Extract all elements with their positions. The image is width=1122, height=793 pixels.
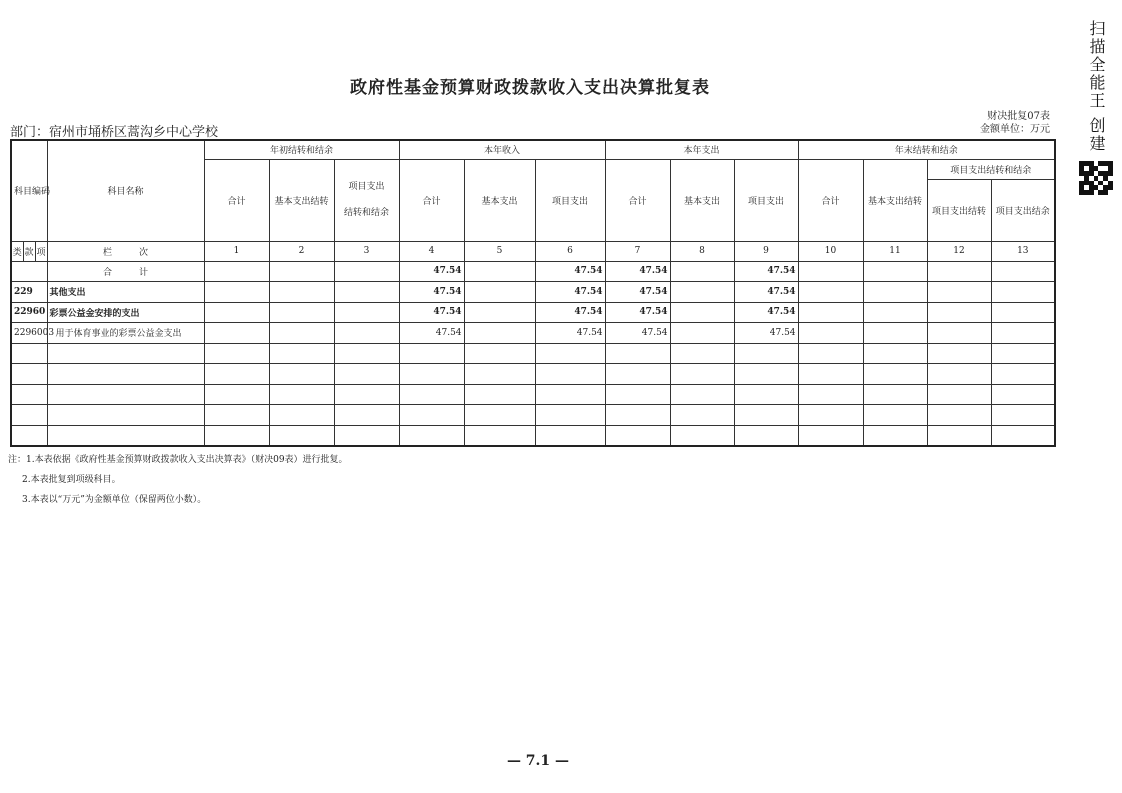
amount-cell: 47.54: [535, 261, 605, 282]
amount-cell: [670, 405, 734, 426]
table-row: [11, 405, 1055, 426]
amount-cell: [991, 323, 1055, 344]
col-no: 9: [734, 241, 798, 261]
amount-cell: [204, 343, 269, 364]
amount-cell: [863, 384, 927, 405]
subject-name-cell: 用于体育事业的彩票公益金支出: [47, 323, 204, 344]
income-project-header: 项目支出: [535, 159, 605, 241]
col-no: 7: [605, 241, 670, 261]
amount-cell: [670, 384, 734, 405]
amount-cell: 47.54: [399, 282, 464, 303]
subject-code-cell: 229: [11, 282, 47, 303]
amount-cell: [927, 405, 991, 426]
amount-cell: [798, 343, 863, 364]
amount-cell: [399, 405, 464, 426]
end-total-header: 合计: [798, 159, 863, 241]
amount-cell: [863, 282, 927, 303]
amount-cell: [269, 323, 334, 344]
amount-cell: [927, 302, 991, 323]
income-total-header: 合计: [399, 159, 464, 241]
amount-cell: [734, 343, 798, 364]
qr-code-icon: [1079, 161, 1113, 195]
subject-code-cell: [11, 384, 47, 405]
department-label: 部门：宿州市埇桥区蒿沟乡中心学校: [10, 125, 219, 140]
end-project-carry-header: 项目支出结转: [927, 179, 991, 241]
expense-header: 本年支出: [605, 140, 798, 159]
amount-cell: [798, 425, 863, 446]
kuan-label: 款: [23, 241, 35, 261]
amount-cell: [399, 384, 464, 405]
amount-cell: 47.54: [734, 302, 798, 323]
amount-cell: 47.54: [605, 261, 670, 282]
begin-project-header: [334, 159, 399, 241]
subject-code-cell: [11, 261, 47, 282]
col-no: 2: [269, 241, 334, 261]
amount-cell: 47.54: [734, 323, 798, 344]
amount-cell: [863, 405, 927, 426]
amount-cell: [269, 384, 334, 405]
amount-cell: [605, 384, 670, 405]
xiang-label: 项: [35, 241, 47, 261]
table-row: [11, 425, 1055, 446]
amount-cell: [991, 364, 1055, 385]
amount-cell: [927, 323, 991, 344]
amount-cell: [464, 302, 535, 323]
amount-cell: [334, 261, 399, 282]
amount-cell: [670, 323, 734, 344]
subject-code-cell: [11, 425, 47, 446]
amount-cell: [269, 425, 334, 446]
budget-table: [10, 139, 1056, 447]
subject-code-cell: 22960: [11, 302, 47, 323]
amount-cell: [464, 405, 535, 426]
amount-cell: [863, 364, 927, 385]
amount-cell: [734, 384, 798, 405]
amount-cell: 47.54: [605, 282, 670, 303]
amount-cell: [464, 343, 535, 364]
amount-cell: [605, 343, 670, 364]
amount-cell: [991, 405, 1055, 426]
begin-project-header-l1: 项目支出: [348, 182, 385, 192]
amount-cell: [334, 302, 399, 323]
amount-cell: [535, 384, 605, 405]
amount-cell: [798, 323, 863, 344]
end-project-group-header: 项目支出结转和结余: [927, 159, 1055, 179]
amount-cell: [670, 261, 734, 282]
amount-unit: 金额单位：万元: [980, 124, 1050, 135]
amount-cell: 47.54: [535, 282, 605, 303]
begin-basic-header: 基本支出结转: [269, 159, 334, 241]
amount-cell: [204, 261, 269, 282]
amount-cell: [798, 261, 863, 282]
amount-cell: [399, 343, 464, 364]
amount-cell: [464, 425, 535, 446]
footnote: 2.本表批复到项级科目。: [22, 475, 121, 485]
end-project-surplus-header: 项目支出结余: [991, 179, 1055, 241]
col-no: 5: [464, 241, 535, 261]
amount-cell: [605, 364, 670, 385]
table-row: [11, 302, 1055, 323]
amount-cell: [334, 405, 399, 426]
amount-cell: [269, 282, 334, 303]
amount-cell: [670, 364, 734, 385]
amount-cell: [863, 302, 927, 323]
amount-cell: 47.54: [605, 323, 670, 344]
page-number: — 7.1 —: [506, 753, 570, 769]
col-no: 4: [399, 241, 464, 261]
amount-cell: [991, 302, 1055, 323]
amount-cell: [464, 282, 535, 303]
amount-cell: [863, 425, 927, 446]
subject-name-cell: [47, 405, 204, 426]
expense-project-header: 项目支出: [734, 159, 798, 241]
end-basic-header: 基本支出结转: [863, 159, 927, 241]
scanner-watermark: [1079, 20, 1113, 195]
subject-code-cell: [11, 405, 47, 426]
table-row: [11, 343, 1055, 364]
amount-cell: [927, 425, 991, 446]
subject-name-cell: 彩票公益金安排的支出: [47, 302, 204, 323]
amount-cell: 47.54: [734, 282, 798, 303]
amount-cell: [734, 405, 798, 426]
amount-cell: [798, 282, 863, 303]
col-no: 13: [991, 241, 1055, 261]
end-balance-header: 年末结转和结余: [798, 140, 1055, 159]
table-row: [11, 364, 1055, 385]
amount-cell: [334, 364, 399, 385]
amount-cell: [991, 343, 1055, 364]
income-basic-header: 基本支出: [464, 159, 535, 241]
subject-name-cell: 合 计: [47, 261, 204, 282]
amount-cell: [334, 323, 399, 344]
table-row: [11, 384, 1055, 405]
subject-name-cell: [47, 425, 204, 446]
amount-cell: [734, 425, 798, 446]
amount-cell: [991, 425, 1055, 446]
col-no: 11: [863, 241, 927, 261]
amount-cell: [334, 282, 399, 303]
amount-cell: [464, 323, 535, 344]
subject-code-cell: 2296003: [11, 323, 47, 344]
amount-cell: 47.54: [535, 302, 605, 323]
amount-cell: [269, 405, 334, 426]
amount-cell: 47.54: [399, 261, 464, 282]
amount-cell: [204, 302, 269, 323]
footnotes: [8, 450, 348, 510]
col-no: 10: [798, 241, 863, 261]
amount-cell: [535, 425, 605, 446]
amount-cell: [927, 384, 991, 405]
column-number-row: [11, 241, 1055, 261]
subject-code-cell: [11, 364, 47, 385]
col-no: 3: [334, 241, 399, 261]
amount-cell: [670, 282, 734, 303]
amount-cell: [334, 343, 399, 364]
amount-cell: [927, 261, 991, 282]
amount-cell: [535, 364, 605, 385]
amount-cell: [204, 405, 269, 426]
amount-cell: [798, 405, 863, 426]
amount-cell: [204, 282, 269, 303]
amount-cell: [798, 384, 863, 405]
amount-cell: [863, 323, 927, 344]
amount-cell: [464, 261, 535, 282]
subject-name-cell: [47, 343, 204, 364]
amount-cell: [464, 364, 535, 385]
amount-cell: [734, 364, 798, 385]
amount-cell: [535, 405, 605, 426]
expense-basic-header: 基本支出: [670, 159, 734, 241]
amount-cell: [204, 323, 269, 344]
amount-cell: [605, 425, 670, 446]
amount-cell: 47.54: [605, 302, 670, 323]
subject-code-header: 科目编码: [11, 140, 47, 241]
amount-cell: 47.54: [734, 261, 798, 282]
amount-cell: [927, 282, 991, 303]
subject-name-cell: [47, 364, 204, 385]
lei-label: 类: [11, 241, 23, 261]
table-body: [11, 261, 1055, 446]
amount-cell: [670, 425, 734, 446]
col-no: 1: [204, 241, 269, 261]
subject-name-header: 科目名称: [47, 140, 204, 241]
begin-project-header-l2: 结转和结余: [344, 208, 390, 218]
footnote: 注：1.本表依据《政府性基金预算财政拨款收入支出决算表》（财决09表）进行批复。: [8, 455, 348, 465]
table-row: [11, 282, 1055, 303]
amount-cell: [605, 405, 670, 426]
form-number: 财决批复07表: [987, 111, 1050, 122]
amount-cell: [269, 364, 334, 385]
amount-cell: [399, 364, 464, 385]
amount-cell: [204, 425, 269, 446]
table-row: [11, 261, 1055, 282]
amount-cell: 47.54: [535, 323, 605, 344]
amount-cell: [991, 384, 1055, 405]
amount-cell: [204, 384, 269, 405]
scanner-watermark-text: 扫描全能王 创建: [1087, 20, 1106, 154]
form-meta: [980, 110, 1050, 136]
subject-name-cell: 其他支出: [47, 282, 204, 303]
amount-cell: [535, 343, 605, 364]
table-row: [11, 323, 1055, 344]
amount-cell: [798, 364, 863, 385]
col-no: 8: [670, 241, 734, 261]
amount-cell: [204, 364, 269, 385]
amount-cell: [670, 302, 734, 323]
amount-cell: [927, 343, 991, 364]
amount-cell: [269, 302, 334, 323]
amount-cell: 47.54: [399, 302, 464, 323]
footnote: 3.本表以“万元”为金额单位（保留两位小数）。: [22, 495, 207, 505]
amount-cell: [863, 343, 927, 364]
begin-total-header: 合计: [204, 159, 269, 241]
expense-total-header: 合计: [605, 159, 670, 241]
amount-cell: [269, 261, 334, 282]
amount-cell: [798, 302, 863, 323]
column-index-label: 栏 次: [47, 241, 204, 261]
subject-name-cell: [47, 384, 204, 405]
subject-code-cell: [11, 343, 47, 364]
begin-balance-header: 年初结转和结余: [204, 140, 399, 159]
amount-cell: [991, 261, 1055, 282]
col-no: 12: [927, 241, 991, 261]
amount-cell: [863, 261, 927, 282]
amount-cell: [399, 425, 464, 446]
col-no: 6: [535, 241, 605, 261]
amount-cell: [269, 343, 334, 364]
income-header: 本年收入: [399, 140, 605, 159]
amount-cell: [334, 425, 399, 446]
page-title: 政府性基金预算财政拨款收入支出决算批复表: [350, 78, 710, 98]
amount-cell: [670, 343, 734, 364]
amount-cell: 47.54: [399, 323, 464, 344]
amount-cell: [334, 384, 399, 405]
header-row-groups: [11, 140, 1055, 159]
amount-cell: [927, 364, 991, 385]
amount-cell: [991, 282, 1055, 303]
amount-cell: [464, 384, 535, 405]
